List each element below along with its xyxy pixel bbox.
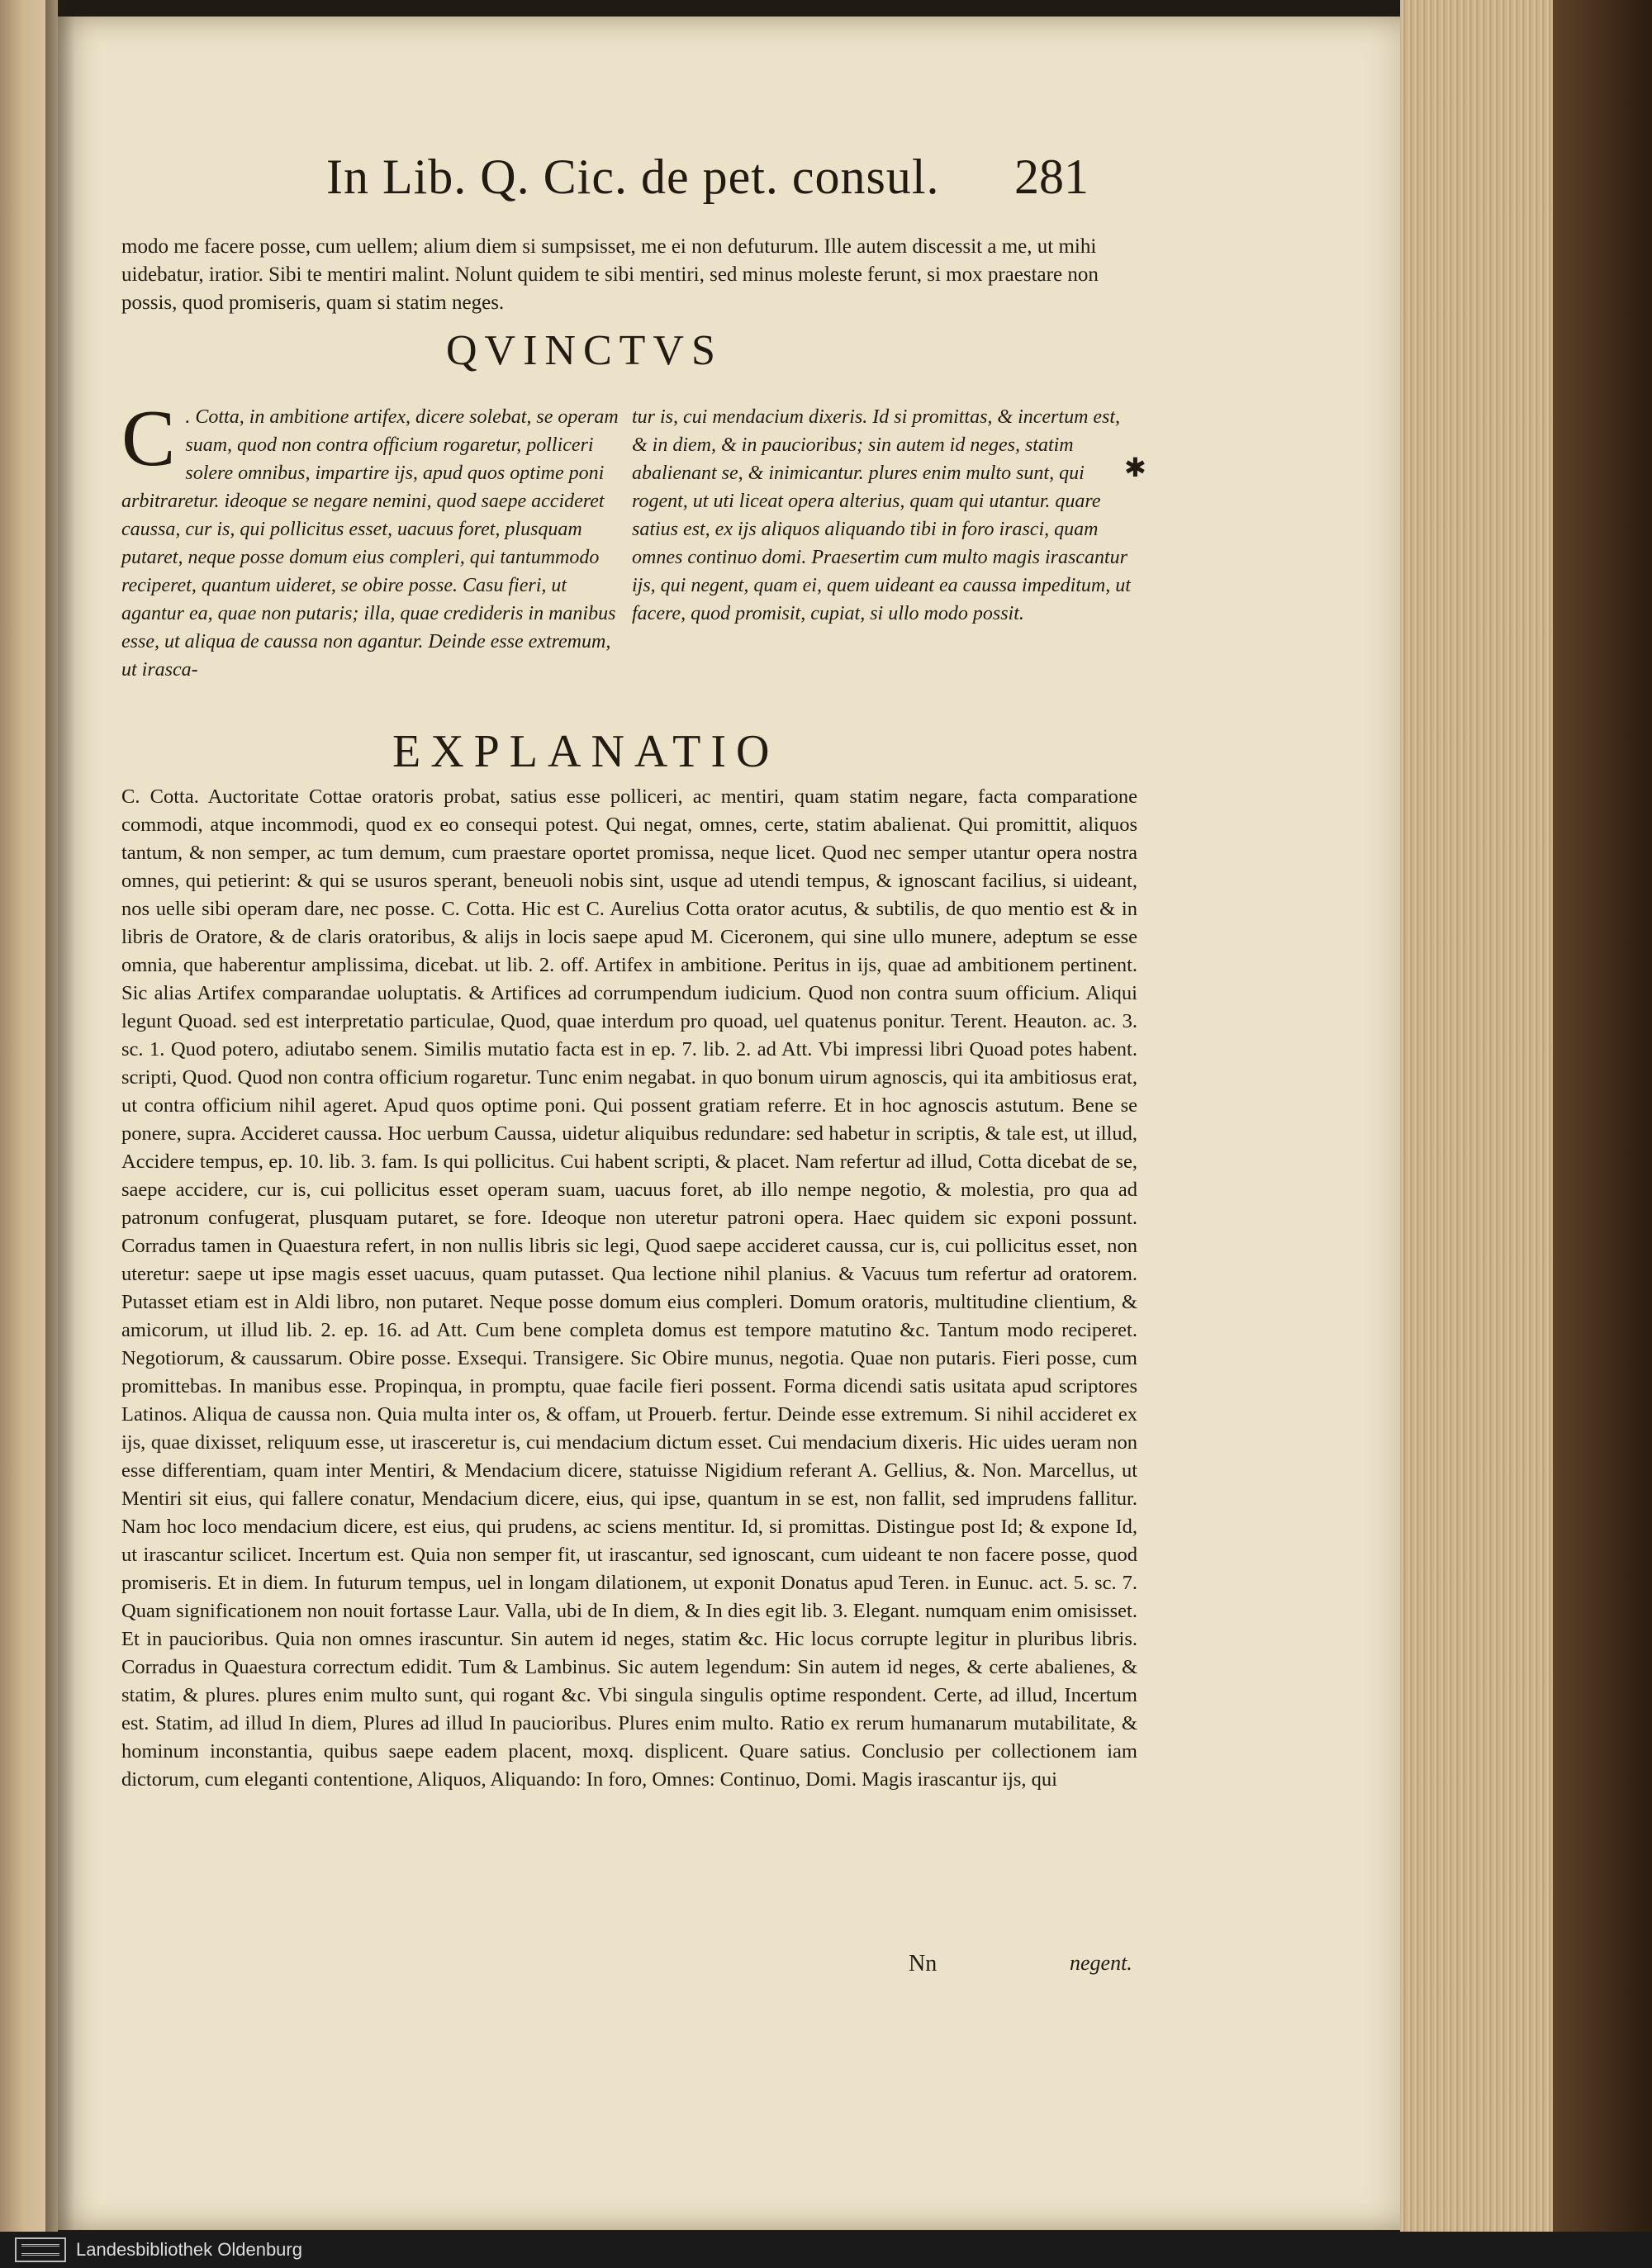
- quote-right-column: tur is, cui mendacium dixeris. Id si promittas, & incertum est, & in diem, & in paucioribus; sin autem id neges, statim abalienant se, & inimicantur. plures enim multo sunt, qui rogent, ut uti liceat opera alterius, quam qui utantur. quare satius est, ex ijs aliquos aliquando tibi in foro irasci, quam omnes continuo domi. Praesertim cum multo magis irascantur ijs, qui negent, quam ei, quem uideant ea caussa impeditum, ut facere, quod promisit, cupiat, si ullo modo possit.: [632, 406, 1131, 624]
- library-building-icon: [15, 2237, 66, 2262]
- drop-cap: C: [121, 394, 176, 483]
- book-cover: [1553, 0, 1652, 2268]
- margin-asterisk-mark: ✱: [1124, 453, 1146, 482]
- intro-paragraph: modo me facere posse, cum uellem; alium diem si sumpsisset, me ei non defuturum. Ille autem discessit a me, ut mihi uidebatur, iratior. Sibi te mentiri malint. Nolunt quidem te sibi mentiri, sed minus moleste ferunt, si mox praestare non possis, quod promiseris, quam si statim neges.: [121, 235, 1099, 314]
- gutter-shadow: [45, 0, 74, 2268]
- signature-mark: Nn: [909, 1951, 938, 1976]
- page-number: 281: [1014, 149, 1089, 204]
- explanation-body: C. Cotta. Auctoritate Cottae oratoris probat, satius esse polliceri, ac mentiri, quam statim negare, facta comparatione commodi, atque incommodi, quod ex eo consequi potest. Qui negat, omnes, certe, statim abalienat. Qui promittit, aliquos tantum, & non semper, ac tum demum, cum praestare oportet promissa, neque licet. Quod nec semper utantur opera nostra omnes, qui petierint: & qui se usuros sperant, beneuoli nobis sint, usque ad utendi tempus, & ignoscant facilius, si uideant, nos uelle sibi operam dare, nec posse. C. Cotta. Hic est C. Aurelius Cotta orator acutus, & subtilis, de quo mentio est & in libris de Oratore, & de claris oratoribus, & alijs in locis saepe apud M. Ciceronem, qui sine ullo munere, adeptum se esse omnia, que haberentur amplissima, dicebat. ut lib. 2. off. Artifex in ambitione. Peritus in ijs, quae ad ambitionem pertinent. Sic alias Artifex comparandae uoluptatis. & Artifices ad corrumpendum iudicium. Quod non contra suum officium. Aliqui legunt Quoad. sed est interpretatio particulae, Quod, quae interdum pro quoad, uel quatenus ponitur. Terent. Heauton. ac. 3. sc. 1. Quod potero, adiutabo senem. Similis mutatio facta est in ep. 7. lib. 2. ad Att. Vbi impressi libri Quoad potes habent. scripti, Quod. Quod non contra officium rogaretur. Tunc enim negabat. in quo bonum uirum agnoscis, qui ita ambitiosus erat, ut contra officium nihil ageret. Apud quos optime poni. Qui possent gratiam referre. Et in hoc agnoscis astutum. Bene se ponere, supra. Accideret caussa. Hoc uerbum Caussa, uidetur aliquibus redundare: sed habetur in scriptis, & tale est, ut illud, Accidere tempus, ep. 10. lib. 3. fam. Is qui pollicitus. Cui habent scripti, & placet. Nam refertur ad illud, Cotta dicebat de se, saepe accidere, cur is, cui pollicitus esset operam suam, uacuus foret, ab illo nempe negotio, & molestia, pro qua ad patronum confugerat, plusquam putaret, se fore. Ideoque non uteretur patroni opera. Haec quidem sic exponi possunt. Corradus tamen in Quaestura refert, in non nullis libris sic legi, Quod saepe accideret caussa, cur is, cui pollicitus esset, non uteretur: saepe ut ipse magis esset uacuus, quam putasset. Qua lectione nihil planius. & Vacuus tum refertur ad oratorem. Putasset etiam est in Aldi libro, non putaret. Neque posse domum eius compleri. Domum oratoris, multitudine clientium, & amicorum, ut illud lib. 2. ep. 16. ad Att. Cum bene completa domus est tempore matutino &c. Tantum modo reciperet. Negotiorum, & caussarum. Obire posse. Exsequi. Transigere. Sic Obire munus, negotia. Quae non putaris. Fieri posse, cum promittebas. In manibus esse. Propinqua, in promptu, quae facile fieri possent. Forma dicendi satis usitata apud scriptores Latinos. Aliqua de caussa non. Quia multa inter os, & offam, ut Prouerb. fertur. Deinde esse extremum. Si nihil accideret ex ijs, quae dixisset, reliquum esse, ut irasceretur is, cui mendacium dictum esset. Cui mendacium dixeris. Hic uides ueram non esse differentiam, quam inter Mentiri, & Mendacium dicere, statuisse Nigidium referant A. Gellius, &. Non. Marcellus, ut Mentiri sit eius, qui fallere conatur, Mendacium dicere, eius, qui ipse, quantum in se est, non fallit, sed imprudens fallitur. Nam hoc loco mendacium dicere, est eius, qui prudens, ac sciens mentitur. Id, si promittas. Distingue post Id; & expone Id, ut irascantur scilicet. Incertum est. Quia non semper fit, ut irascantur, sed ignoscant, cum uideant te non facere posse, quod promiseris. Et in diem. In futurum tempus, uel in longam dilationem, ut exponit Donatus apud Teren. in Eunuc. act. 5. sc. 7. Quam significationem non nouit fortasse Laur. Valla, ubi de In diem, & In dies egit lib. 3. Elegant. numquam enim omisisset. Et in paucioribus. Quia non omnes irascuntur. Sin autem id neges, statim &c. Hic locus corrupte legitur in pluribus libris. Corradus in Quaestura correctum edidit. Tum & Lambinus. Sic autem legendum: Sin autem id neges, & certe abalienes, & statim, & plures. plures enim multo sunt, qui rogant &c. Vbi singula singulis optime respondent. Certe, ad illud, Incertum est. Statim, ad illud In diem, Plures ad illud In paucioribus. Plures enim multo. Ratio ex rerum humanarum mutabilitate, & hominum inconstantia, quibus saepe eadem placent, moxq. displicent. Quare satius. Conclusio per collectionem iam dictorum, cum eleganti contentione, Aliquos, Aliquando: In foro, Omnes: Continuo, Domi. Magis irascantur ijs, qui: [121, 785, 1137, 1791]
- footer-bar: [0, 2232, 1652, 2268]
- quote-title: QVINCTVS: [446, 327, 723, 374]
- catchword: negent.: [1070, 1951, 1132, 1975]
- quote-left-text: . Cotta, in ambitione artifex, dicere solebat, se operam suam, quod non contra officium rogaretur, polliceri solere omnibus, impartire ijs, apud quos optime poni arbitraretur. ideoque se negare nemini, quod saepe accideret caussa, cur is, qui pollicitus esset, uacuus foret, plusquam putaret, neque posse domum eius compleri, qui tantummodo reciperet, quantum uideret, se obire posse. Casu fieri, ut agantur ea, quae non putaris; illa, quae credideris in manibus esse, ut aliqua de caussa non agantur. Deinde esse extremum, ut irasca-: [121, 406, 619, 681]
- quote-left-column: [121, 394, 627, 684]
- library-name: Landesbibliothek Oldenburg: [76, 2239, 302, 2260]
- running-head: In Lib. Q. Cic. de pet. consul.: [326, 149, 940, 204]
- explanation-title: EXPLANATIO: [392, 726, 780, 777]
